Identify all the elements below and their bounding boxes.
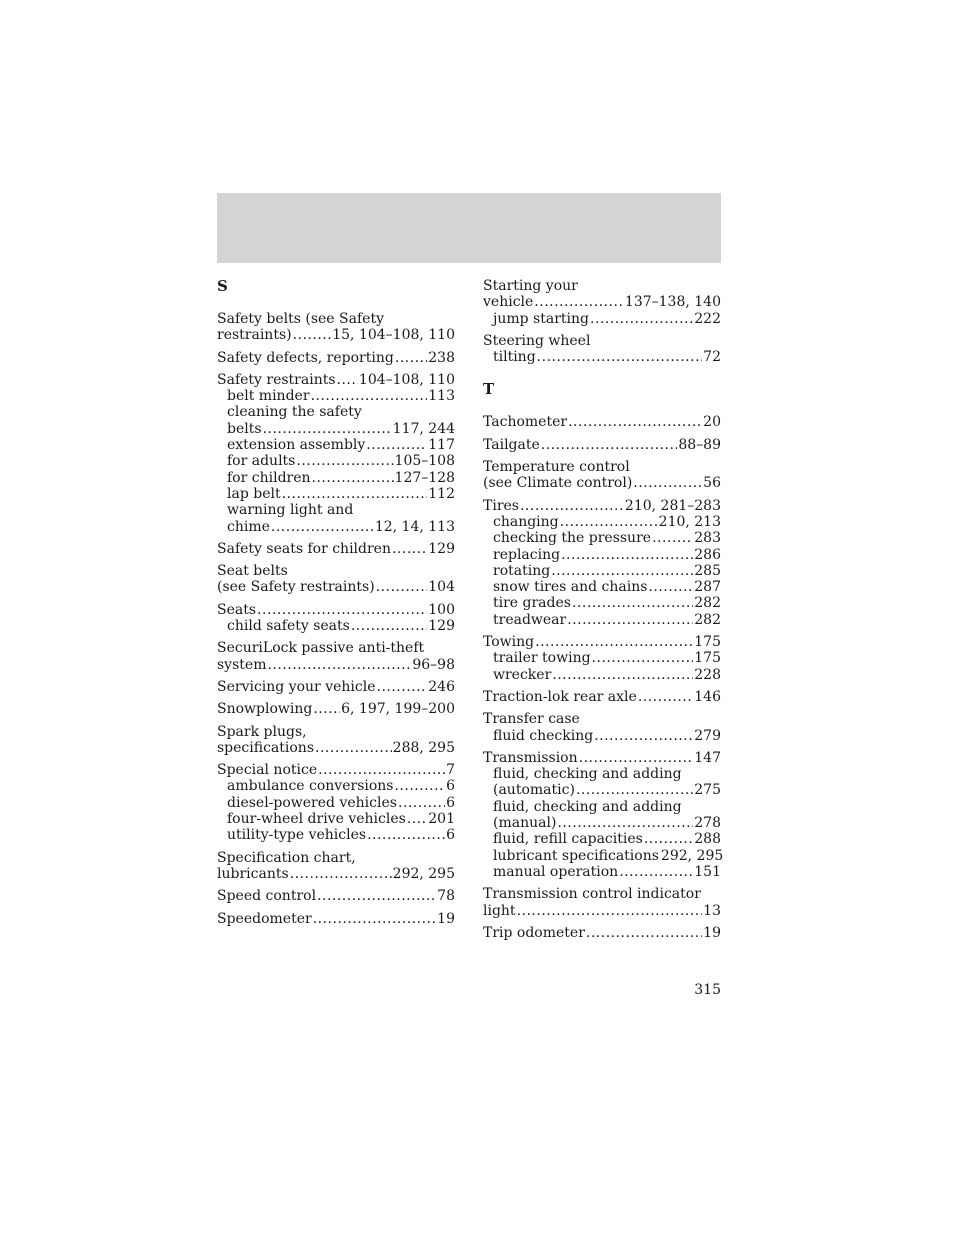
entry-page-ref: 78 bbox=[437, 888, 455, 905]
entry-term: system bbox=[217, 656, 267, 673]
entry-term: Seat belts bbox=[217, 563, 288, 580]
index-entry-line bbox=[217, 350, 455, 366]
index-entry-line bbox=[217, 724, 455, 740]
page-number: 315 bbox=[694, 982, 721, 998]
index-entry bbox=[483, 414, 721, 430]
dot-leader bbox=[290, 866, 392, 882]
index-entry-line bbox=[483, 689, 721, 705]
entry-term: lubricants bbox=[217, 865, 289, 882]
entry-term: Temperature control bbox=[483, 459, 630, 476]
index-entry-line bbox=[217, 602, 455, 618]
entry-term: fluid, checking and adding bbox=[493, 766, 682, 783]
index-entry bbox=[483, 278, 721, 327]
entry-page-ref: 6 bbox=[446, 794, 455, 811]
entry-page-ref: 104 bbox=[428, 579, 455, 596]
index-entry-line bbox=[483, 294, 721, 310]
dot-leader bbox=[315, 740, 392, 756]
entry-term: trailer towing bbox=[493, 650, 591, 667]
index-entry-line bbox=[217, 888, 455, 904]
entry-term: for adults bbox=[227, 453, 296, 470]
entry-term: tilting bbox=[493, 349, 536, 366]
index-entry bbox=[217, 679, 455, 695]
index-entry-line bbox=[217, 762, 455, 778]
entry-term: Spark plugs, bbox=[217, 723, 307, 740]
entry-term: Tailgate bbox=[483, 436, 540, 453]
entry-page-ref: 228 bbox=[694, 666, 721, 683]
entry-term: jump starting bbox=[493, 310, 589, 327]
index-entry bbox=[483, 749, 724, 880]
entry-term: light bbox=[483, 902, 516, 919]
entry-term: Safety belts (see Safety bbox=[217, 311, 384, 327]
dot-leader bbox=[311, 388, 428, 404]
entry-term: wrecker bbox=[493, 666, 552, 683]
dot-leader bbox=[313, 701, 340, 717]
index-entry bbox=[217, 701, 455, 717]
entry-term: belts bbox=[227, 420, 262, 437]
entry-page-ref: 127–128 bbox=[394, 469, 455, 486]
index-entry bbox=[217, 602, 455, 635]
entry-term: (automatic) bbox=[493, 782, 575, 799]
entry-page-ref: 175 bbox=[694, 650, 721, 667]
index-entry-line bbox=[217, 701, 455, 717]
index-entry bbox=[217, 640, 455, 673]
entry-term: Safety restraints bbox=[217, 371, 336, 388]
index-entry-line bbox=[483, 414, 721, 430]
entry-term: Safety seats for children bbox=[217, 540, 391, 557]
entry-term: Seats bbox=[217, 601, 257, 618]
entry-page-ref: 246 bbox=[428, 678, 455, 695]
index-subentry-line bbox=[217, 486, 455, 502]
entry-term: Transmission control indicator bbox=[483, 886, 701, 903]
entry-page-ref: 147 bbox=[694, 749, 721, 766]
index-subentry-line bbox=[483, 530, 721, 546]
index-entry-line bbox=[483, 750, 721, 766]
dot-leader bbox=[586, 925, 702, 941]
entry-page-ref: 275 bbox=[694, 782, 721, 799]
entry-term: manual operation bbox=[493, 863, 619, 880]
entry-term: fluid checking bbox=[493, 727, 594, 744]
entry-page-ref: 285 bbox=[694, 562, 721, 579]
index-entry bbox=[483, 333, 721, 366]
dot-leader bbox=[557, 815, 693, 831]
entry-term: four-wheel drive vehicles bbox=[227, 811, 406, 828]
entry-term: lubricant specifications bbox=[493, 847, 659, 864]
index-subentry-line bbox=[217, 388, 455, 404]
entry-page-ref: 222 bbox=[694, 310, 721, 327]
index-entry-line bbox=[217, 311, 455, 327]
entry-page-ref: 201 bbox=[428, 811, 455, 828]
dot-leader bbox=[271, 519, 374, 535]
dot-leader bbox=[572, 595, 693, 611]
entry-term: Transmission bbox=[483, 749, 578, 766]
dot-leader bbox=[351, 618, 427, 634]
entry-term: Transfer case bbox=[483, 711, 580, 728]
dot-leader bbox=[257, 602, 427, 618]
entry-term: Tachometer bbox=[483, 414, 568, 431]
dot-leader bbox=[293, 327, 332, 343]
index-subentry-line bbox=[483, 766, 721, 782]
index-entries-s-continued bbox=[483, 278, 721, 365]
index-entry-line bbox=[217, 563, 455, 579]
index-entry bbox=[217, 372, 455, 535]
index-entry-line bbox=[483, 498, 721, 514]
dot-leader bbox=[552, 667, 693, 683]
entry-page-ref: 6, 197, 199–200 bbox=[341, 701, 455, 718]
index-subentry-line bbox=[483, 847, 724, 864]
entry-term: specifications bbox=[217, 739, 315, 756]
index-entry-line bbox=[217, 911, 455, 927]
index-entry-line bbox=[483, 333, 721, 349]
index-entry bbox=[217, 724, 455, 757]
dot-leader bbox=[567, 612, 693, 628]
index-entry bbox=[483, 437, 721, 453]
dot-leader bbox=[520, 498, 624, 514]
index-subentry-line bbox=[483, 864, 721, 880]
dot-leader bbox=[537, 349, 703, 365]
index-entry-line bbox=[483, 459, 721, 475]
index-subentry-line bbox=[483, 514, 721, 530]
index-entries-s bbox=[217, 311, 455, 927]
entry-term: Speed control bbox=[217, 888, 317, 905]
section-letter-s: S bbox=[217, 277, 228, 295]
dot-leader bbox=[376, 579, 428, 595]
index-entry-line bbox=[483, 903, 721, 919]
entry-term: Special notice bbox=[217, 762, 318, 779]
index-entry-line bbox=[217, 866, 455, 882]
entry-term: Trip odometer bbox=[483, 924, 585, 941]
entry-term: Specification chart, bbox=[217, 849, 356, 866]
index-entry-line bbox=[483, 925, 721, 941]
index-subentry-line bbox=[483, 311, 721, 327]
entry-term: SecuriLock passive anti-theft bbox=[217, 640, 425, 657]
entry-term: fluid, checking and adding bbox=[493, 798, 682, 815]
index-subentry-line bbox=[217, 778, 455, 794]
entry-term: child safety seats bbox=[227, 618, 350, 635]
entry-page-ref: 288 bbox=[694, 831, 721, 848]
dot-leader bbox=[337, 372, 358, 388]
entry-page-ref: 283 bbox=[694, 530, 721, 547]
entry-page-ref: 278 bbox=[694, 815, 721, 832]
entry-term: belt minder bbox=[227, 388, 310, 405]
entry-term: rotating bbox=[493, 562, 551, 579]
dot-leader bbox=[407, 811, 427, 827]
index-entry-line bbox=[217, 541, 455, 557]
entry-term: checking the pressure bbox=[493, 530, 652, 547]
dot-leader bbox=[267, 657, 411, 673]
index-entries-t bbox=[483, 414, 724, 941]
index-entry-line bbox=[217, 372, 455, 388]
entry-page-ref: 282 bbox=[694, 595, 721, 612]
entry-page-ref: 238 bbox=[428, 349, 455, 366]
entry-term: Steering wheel bbox=[483, 332, 591, 349]
index-entry bbox=[483, 498, 721, 628]
index-subentry-line bbox=[483, 612, 721, 628]
entry-page-ref: 112 bbox=[428, 485, 455, 502]
dot-leader bbox=[296, 453, 393, 469]
index-subentry-line bbox=[217, 519, 455, 535]
entry-term: (manual) bbox=[493, 815, 557, 832]
entry-page-ref: 7 bbox=[446, 762, 455, 779]
entry-page-ref: 88–89 bbox=[678, 436, 721, 453]
index-subentry-line bbox=[217, 404, 455, 420]
entry-page-ref: 287 bbox=[694, 579, 721, 596]
index-entry-line bbox=[217, 740, 455, 756]
index-subentry-line bbox=[483, 815, 721, 831]
entry-page-ref: 292, 295 bbox=[392, 865, 455, 882]
entry-term: Servicing your vehicle bbox=[217, 678, 376, 695]
dot-leader bbox=[394, 778, 445, 794]
index-entry-line bbox=[483, 711, 721, 727]
index-entry bbox=[483, 634, 721, 683]
index-subentry-line bbox=[483, 349, 721, 365]
entry-page-ref: 104–108, 110 bbox=[358, 371, 455, 388]
entry-page-ref: 105–108 bbox=[394, 453, 455, 470]
dot-leader bbox=[398, 795, 445, 811]
entry-term: Snowplowing bbox=[217, 701, 313, 718]
entry-page-ref: 129 bbox=[428, 618, 455, 635]
dot-leader bbox=[648, 579, 693, 595]
entry-page-ref: 6 bbox=[446, 827, 455, 844]
dot-leader bbox=[395, 350, 427, 366]
dot-leader bbox=[644, 831, 693, 847]
entry-term: Tires bbox=[483, 497, 519, 514]
entry-page-ref: 6 bbox=[446, 778, 455, 795]
index-entry bbox=[483, 925, 721, 941]
entry-page-ref: 175 bbox=[694, 634, 721, 651]
index-subentry-line bbox=[217, 811, 455, 827]
entry-term: for children bbox=[227, 469, 311, 486]
section-letter-t: T bbox=[483, 380, 495, 399]
entry-term: chime bbox=[227, 518, 270, 535]
index-entry bbox=[483, 459, 721, 492]
dot-leader bbox=[592, 650, 694, 666]
entry-term: changing bbox=[493, 513, 559, 530]
entry-term: lap belt bbox=[227, 485, 281, 502]
dot-leader bbox=[313, 911, 436, 927]
index-column-left bbox=[217, 278, 455, 933]
entry-term: Starting your bbox=[483, 278, 578, 294]
dot-leader bbox=[619, 864, 693, 880]
dot-leader bbox=[551, 563, 693, 579]
entry-page-ref: 56 bbox=[703, 475, 721, 492]
entry-page-ref: 117, 244 bbox=[392, 420, 455, 437]
index-subentry-line bbox=[483, 579, 721, 595]
index-subentry-line bbox=[483, 547, 721, 563]
entry-page-ref: 146 bbox=[694, 688, 721, 705]
index-entry bbox=[217, 563, 455, 596]
index-entry bbox=[217, 762, 455, 843]
dot-leader bbox=[282, 486, 428, 502]
index-subentry-line bbox=[217, 618, 455, 634]
index-entry-line bbox=[483, 437, 721, 453]
dot-leader bbox=[561, 547, 693, 563]
entry-page-ref: 210, 281–283 bbox=[624, 497, 721, 514]
entry-term: tire grades bbox=[493, 595, 571, 612]
index-entry-line bbox=[483, 886, 721, 902]
entry-term: replacing bbox=[493, 546, 561, 563]
index-entry-line bbox=[483, 278, 721, 294]
entry-term: vehicle bbox=[483, 294, 534, 311]
dot-leader bbox=[367, 827, 445, 843]
entry-term: Towing bbox=[483, 634, 535, 651]
index-entry bbox=[217, 850, 455, 883]
index-entry bbox=[217, 911, 455, 927]
dot-leader bbox=[366, 437, 427, 453]
entry-page-ref: 15, 104–108, 110 bbox=[332, 327, 455, 344]
dot-leader bbox=[579, 750, 694, 766]
entry-page-ref: 279 bbox=[694, 727, 721, 744]
entry-page-ref: 137–138, 140 bbox=[624, 294, 721, 311]
entry-page-ref: 292, 295 bbox=[660, 847, 724, 864]
dot-leader bbox=[541, 437, 678, 453]
index-entry-line bbox=[217, 579, 455, 595]
entry-page-ref: 13 bbox=[703, 902, 721, 919]
dot-leader bbox=[633, 475, 702, 491]
dot-leader bbox=[535, 634, 693, 650]
dot-leader bbox=[590, 311, 693, 327]
entry-page-ref: 210, 213 bbox=[658, 513, 721, 530]
index-subentry-line bbox=[217, 827, 455, 843]
index-subentry-line bbox=[483, 650, 721, 666]
index-entry-line bbox=[217, 850, 455, 866]
entry-term: ambulance conversions bbox=[227, 778, 394, 795]
dot-leader bbox=[317, 888, 436, 904]
entry-term: cleaning the safety bbox=[227, 404, 362, 421]
index-entry-line bbox=[483, 634, 721, 650]
entry-term: extension assembly bbox=[227, 437, 366, 454]
entry-page-ref: 129 bbox=[428, 540, 455, 557]
entry-page-ref: 12, 14, 113 bbox=[374, 518, 455, 535]
entry-term: treadwear bbox=[493, 611, 567, 628]
dot-leader bbox=[377, 679, 428, 695]
dot-leader bbox=[534, 294, 624, 310]
entry-page-ref: 288, 295 bbox=[392, 739, 455, 756]
index-subentry-line bbox=[483, 563, 721, 579]
entry-page-ref: 151 bbox=[694, 863, 721, 880]
dot-leader bbox=[312, 470, 394, 486]
index-entry-line bbox=[217, 327, 455, 343]
index-subentry-line bbox=[217, 502, 455, 518]
dot-leader bbox=[517, 903, 703, 919]
entry-term: diesel-powered vehicles bbox=[227, 794, 397, 811]
dot-leader bbox=[638, 689, 693, 705]
index-entry bbox=[217, 888, 455, 904]
index-entry-line bbox=[217, 679, 455, 695]
entry-page-ref: 113 bbox=[428, 388, 455, 405]
dot-leader bbox=[392, 541, 427, 557]
entry-page-ref: 96–98 bbox=[412, 656, 455, 673]
index-subentry-line bbox=[483, 799, 721, 815]
entry-term: snow tires and chains bbox=[493, 579, 648, 596]
entry-page-ref: 100 bbox=[428, 601, 455, 618]
entry-term: warning light and bbox=[227, 502, 354, 519]
dot-leader bbox=[594, 728, 693, 744]
dot-leader bbox=[263, 421, 392, 437]
index-column-right bbox=[483, 278, 724, 947]
entry-term: Safety defects, reporting bbox=[217, 349, 394, 366]
entry-term: fluid, refill capacities bbox=[493, 831, 643, 848]
entry-term: Speedometer bbox=[217, 910, 312, 927]
entry-page-ref: 286 bbox=[694, 546, 721, 563]
header-band bbox=[217, 193, 721, 263]
index-entry-line bbox=[483, 475, 721, 491]
entry-page-ref: 117 bbox=[428, 437, 455, 454]
entry-page-ref: 72 bbox=[703, 349, 721, 366]
index-subentry-line bbox=[483, 728, 721, 744]
index-entry bbox=[217, 350, 455, 366]
index-entry bbox=[483, 711, 721, 744]
index-subentry-line bbox=[483, 667, 721, 683]
index-subentry-line bbox=[483, 595, 721, 611]
entry-page-ref: 19 bbox=[437, 910, 455, 927]
index-entry bbox=[217, 541, 455, 557]
index-subentry-line bbox=[217, 421, 455, 437]
entry-page-ref: 282 bbox=[694, 611, 721, 628]
index-subentry-line bbox=[217, 437, 455, 453]
index-entry-line bbox=[217, 640, 455, 656]
dot-leader bbox=[318, 762, 445, 778]
dot-leader bbox=[560, 514, 658, 530]
entry-page-ref: 20 bbox=[703, 414, 721, 431]
index-subentry-line bbox=[483, 831, 721, 847]
index-entry bbox=[217, 311, 455, 344]
index-subentry-line bbox=[217, 453, 455, 469]
entry-term: (see Safety restraints) bbox=[217, 579, 375, 596]
index-subentry-line bbox=[483, 782, 721, 798]
dot-leader bbox=[568, 414, 702, 430]
entry-term: Traction-lok rear axle bbox=[483, 688, 637, 705]
index-subentry-line bbox=[217, 795, 455, 811]
dot-leader bbox=[576, 782, 693, 798]
index-entry-line bbox=[217, 657, 455, 673]
index-subentry-line bbox=[217, 470, 455, 486]
index-entry bbox=[483, 886, 721, 919]
entry-term: (see Climate control) bbox=[483, 475, 633, 492]
entry-term: restraints) bbox=[217, 327, 292, 344]
dot-leader bbox=[652, 530, 693, 546]
index-entry bbox=[483, 689, 721, 705]
entry-page-ref: 19 bbox=[703, 924, 721, 941]
entry-term: utility-type vehicles bbox=[227, 827, 367, 844]
